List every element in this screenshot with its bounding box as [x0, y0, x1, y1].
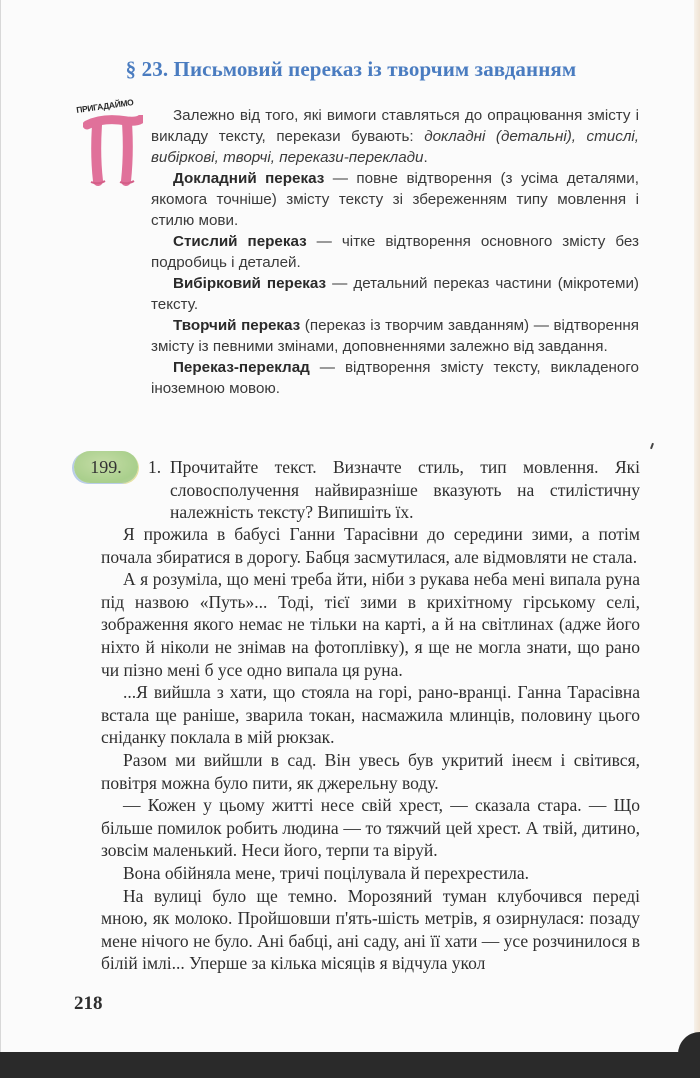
remember-p-icon: [83, 115, 143, 192]
remember-marker: [75, 97, 147, 185]
page-edge: [694, 0, 700, 1052]
definition-text: — чітке відтворення основного змісту без подробиць і деталей.: [151, 233, 640, 271]
definition-term: Стислий переказ: [173, 233, 307, 250]
intro-italic: докладні (детальні), стислі, вибіркові, творчі, перекази-переклади: [151, 128, 639, 166]
definition-term: Творчий переказ: [173, 317, 301, 334]
exercise-number-badge: 199.: [74, 451, 138, 483]
definition-creative: [151, 315, 639, 357]
remember-intro: [151, 105, 639, 168]
definition-detailed: [151, 168, 639, 231]
remember-block: [151, 105, 639, 399]
story-paragraph: ...Я вийшла з хати, що стояла на горі, рано-вранці. Ганна Тарасівна встала ще раніше, зварила токан, насмажила млинців, половину цього сніданку поклала в мій рюкзак.: [101, 682, 640, 748]
stray-mark: [650, 443, 654, 449]
task-text: Прочитайте текст. Визначте стиль, тип мовлення. Які словосполучення найвиразніше вказують на стилістичну належність тексту? Випишіть їх.: [170, 457, 640, 522]
story-paragraph: Я прожила в бабусі Ганни Тарасівни до середини зими, а потім почала збиратися в дорогу. Бабця засмутилася, але відмовляти не стала.: [101, 524, 640, 567]
story-paragraph: — Кожен у цьому житті несе свій хрест, — сказала стара. — Що більше помилок робить людина — то тяжчий цей хрест. А твій, дитино, зовсім маленький. Неси його, терпи та віруй.: [101, 795, 640, 861]
definition-text: (переказ із творчим завданням) — відтворення змісту із певними змінами, доповненнями залежно від завдання.: [151, 317, 639, 355]
definition-concise: [151, 231, 639, 273]
story-paragraph: А я розуміла, що мені треба йти, ніби з рукава неба мені випала руна під назвою «Путь»... Тоді, тієї зими в крихітному гірському селі, зображення якого немає не тільки на карті, а й на світлинах (адже його ніхто й ніколи не знімав на фотоплівку), я ще не могла знати, що рано чи пізно мені б усе одно випала ця руна.: [101, 569, 640, 680]
definition-term: Вибірковий переказ: [173, 275, 327, 292]
story-text: [101, 523, 640, 975]
intro-text: Залежно від того, які вимоги ставляться до опрацювання змісту і викладу тексту, перекази бувають:: [151, 107, 639, 145]
scan-bottom-shadow: [0, 1052, 700, 1078]
exercise-task: [148, 456, 640, 524]
task-number: 1.: [148, 457, 162, 477]
definition-selective: [151, 273, 639, 315]
definition-text: — відтворення змісту тексту, викладеного іноземною мовою.: [151, 359, 639, 397]
definition-text: — повне відтворення (з усіма деталями, якомога точніше) змісту тексту зі збереженням типу мовлення і стилю мови.: [151, 170, 639, 229]
remember-label: ПРИГАДАЙМО: [75, 97, 135, 115]
page-number: 218: [74, 993, 103, 1014]
story-paragraph: Вона обійняла мене, тричі поцілувала й перехрестила.: [123, 862, 530, 883]
intro-end: .: [423, 149, 428, 166]
story-paragraph: Разом ми вийшли в сад. Він увесь був укритий інеєм і світився, повітря можна було пити, як джерельну воду.: [101, 749, 640, 793]
section-title: § 23. Письмовий переказ із творчим завданням: [125, 57, 577, 81]
definition-translation: [151, 357, 639, 399]
definition-term: Переказ-переклад: [173, 359, 310, 376]
definition-term: Докладний переказ: [173, 170, 325, 187]
definition-text: — детальний переказ частини (мікротеми) тексту.: [151, 275, 639, 313]
story-paragraph: На вулиці було ще темно. Морозяний туман клубочився переді мною, як молоко. Пройшовши п'ять-шість метрів, я озирнулася: позаду мене нічого не було. Ані бабці, ані саду, ані її хати — усе розчинилося в білій імлі... Уперше за кілька місяців я відчула укол: [101, 885, 640, 974]
